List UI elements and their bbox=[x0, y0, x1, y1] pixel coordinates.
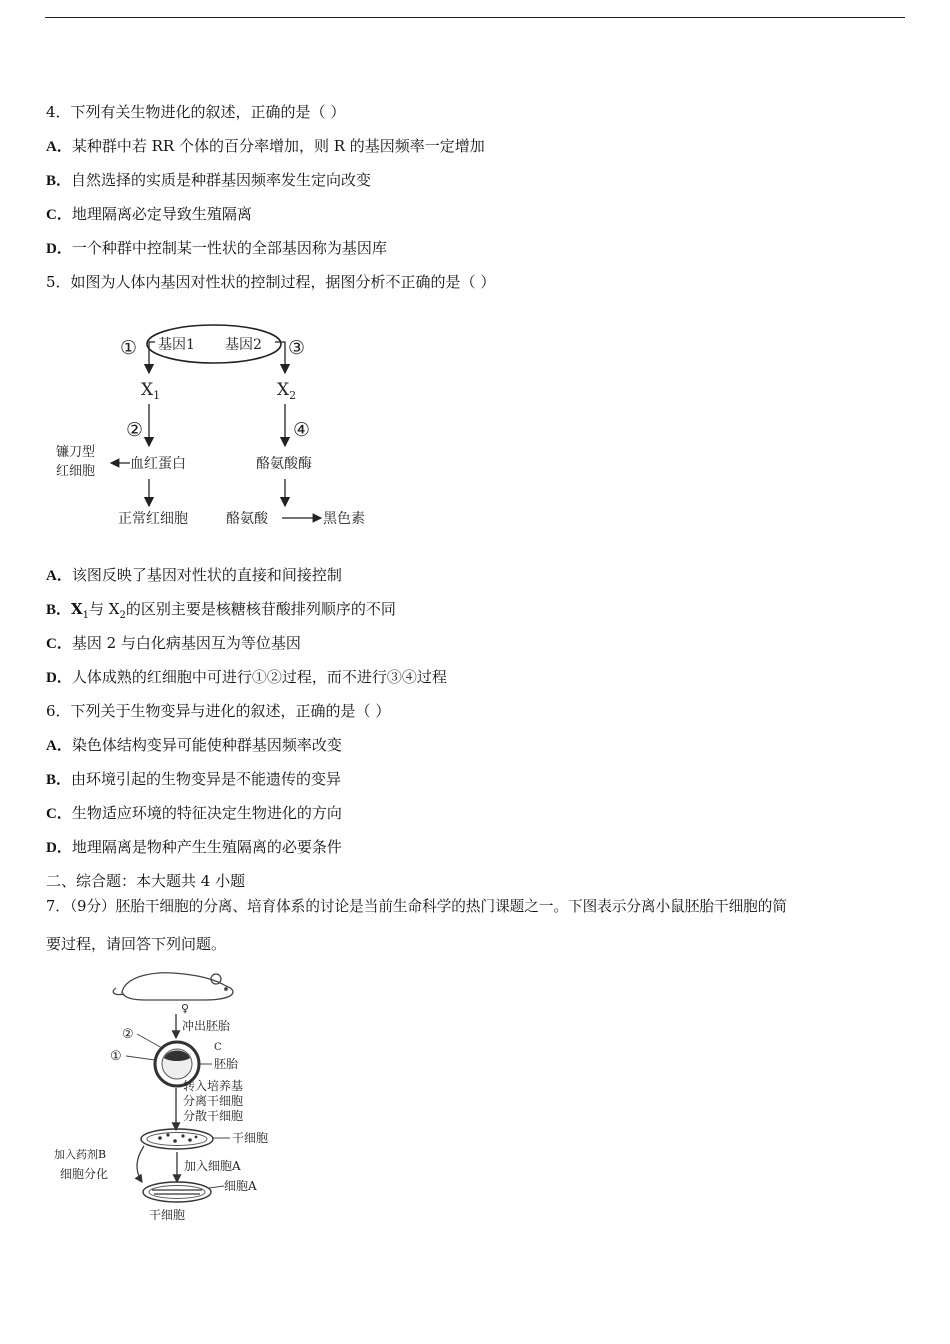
transfer-label-3: 分散干细胞 bbox=[183, 1109, 244, 1123]
option-key: B． bbox=[46, 772, 72, 788]
option-text: 该图反映了基因对性状的直接和间接控制 bbox=[71, 566, 342, 584]
option-key: B． bbox=[46, 602, 72, 618]
header-rule bbox=[45, 17, 905, 18]
mouse-icon bbox=[113, 973, 233, 1000]
q4-option-b[interactable] bbox=[46, 170, 371, 191]
option-text: 某种群中若 RR 个体的百分率增加，则 R 的基因频率一定增加 bbox=[71, 137, 485, 155]
cell-a-label: 细胞A bbox=[224, 1179, 257, 1193]
x1-subscript: 1 bbox=[82, 610, 90, 621]
stem-cell-label: 干细胞 bbox=[232, 1131, 269, 1145]
option-key: D． bbox=[46, 241, 72, 257]
option-key: C． bbox=[46, 806, 72, 822]
q6-option-b[interactable] bbox=[46, 769, 341, 790]
gene-control-diagram bbox=[50, 318, 390, 536]
culture-dish-1-inner bbox=[147, 1133, 207, 1146]
mark-c: C bbox=[214, 1042, 222, 1053]
option-text: 基因 2 与白化病基因互为等位基因 bbox=[71, 634, 301, 652]
sickle-label-2: 红细胞 bbox=[56, 464, 96, 479]
x2-subscript: 2 bbox=[119, 610, 126, 621]
section-title: 二、综合题：本大题共 4 小题 bbox=[46, 872, 246, 890]
embryonic-stem-cell-diagram bbox=[44, 962, 294, 1224]
option-key: A． bbox=[46, 139, 72, 155]
q6-option-a[interactable] bbox=[46, 735, 342, 756]
pointer-cell-a bbox=[209, 1186, 224, 1188]
option-text: 由环境引起的生物变异是不能遗传的变异 bbox=[71, 770, 342, 788]
option-key: A． bbox=[46, 738, 72, 754]
step4-mark: ④ bbox=[293, 419, 311, 441]
option-key: B． bbox=[46, 173, 72, 189]
stem-cell-dots bbox=[158, 1133, 197, 1142]
embryo-label: 胚胎 bbox=[214, 1057, 239, 1071]
option-text: 染色体结构变异可能使种群基因频率改变 bbox=[71, 736, 342, 754]
q4-option-a[interactable] bbox=[46, 136, 485, 157]
q4-option-c[interactable] bbox=[46, 204, 252, 225]
option-text: 一个种群中控制某一性状的全部基因称为基因库 bbox=[71, 239, 387, 257]
x1-label: $X_1$ bbox=[141, 380, 161, 402]
melanin-label: 黑色素 bbox=[323, 511, 365, 527]
flush-label: 冲出胚胎 bbox=[182, 1019, 231, 1033]
q6-stem: 6．下列关于生物变异与进化的叙述，正确的是（ ） bbox=[46, 702, 391, 720]
step3-mark: ③ bbox=[288, 337, 306, 359]
add-a-label: 加入细胞A bbox=[184, 1159, 241, 1173]
option-text: 自然选择的实质是种群基因频率发生定向改变 bbox=[71, 171, 372, 189]
q5-option-b[interactable] bbox=[46, 599, 396, 626]
q7-stem-line1: 7．（9分）胚胎干细胞的分离、培育体系的讨论是当前生命科学的热门课题之一。下图表示分离小鼠胚胎干细胞的简 bbox=[46, 898, 787, 915]
arrow-differentiation bbox=[137, 1146, 144, 1182]
gene1-label: 基因1 bbox=[158, 337, 195, 353]
mark-2: ② bbox=[122, 1027, 134, 1042]
option-key: A． bbox=[46, 568, 72, 584]
q6-option-c[interactable] bbox=[46, 803, 342, 824]
step1-mark: ① bbox=[120, 337, 138, 359]
differentiation-label: 细胞分化 bbox=[60, 1167, 109, 1181]
q4-stem: 4．下列有关生物进化的叙述，正确的是（ ） bbox=[46, 103, 346, 121]
arrow-step1 bbox=[149, 342, 155, 373]
transfer-label-1: 转入培养基 bbox=[183, 1079, 244, 1093]
female-symbol: ♀ bbox=[181, 1002, 190, 1015]
q5-option-a[interactable] bbox=[46, 565, 342, 586]
enzyme-label: 酪氨酸酶 bbox=[256, 456, 312, 472]
culture-dish-1 bbox=[141, 1129, 213, 1149]
x1-text: X bbox=[71, 600, 83, 618]
option-text: 地理隔离是物种产生生殖隔离的必要条件 bbox=[71, 838, 342, 856]
q7-stem-line2: 要过程，请回答下列问题。 bbox=[46, 935, 227, 953]
option-text-post: 的区别主要是核糖核苷酸排列顺序的不同 bbox=[125, 600, 396, 618]
pointer-2 bbox=[137, 1034, 162, 1048]
q4-option-d[interactable] bbox=[46, 238, 387, 259]
q5-option-d[interactable] bbox=[46, 667, 447, 688]
q5-stem: 5．如图为人体内基因对性状的控制过程，据图分析不正确的是（ ） bbox=[46, 273, 496, 291]
q5-option-c[interactable] bbox=[46, 633, 301, 654]
transfer-label-2: 分离干细胞 bbox=[183, 1094, 244, 1108]
option-key: D． bbox=[46, 840, 72, 856]
option-text: 人体成熟的红细胞中可进行①②过程，而不进行③④过程 bbox=[71, 668, 447, 686]
culture-dish-2 bbox=[143, 1182, 211, 1202]
x2-label: $X_2$ bbox=[277, 380, 297, 402]
pointer-1 bbox=[126, 1056, 155, 1060]
option-text: 地理隔离必定导致生殖隔离 bbox=[71, 205, 252, 223]
mark-1: ① bbox=[110, 1049, 122, 1064]
stem-cell-bottom-label: 干细胞 bbox=[149, 1208, 186, 1222]
add-b-label: 加入药剂B bbox=[54, 1148, 107, 1161]
option-key: C． bbox=[46, 636, 72, 652]
tyrosine-label: 酪氨酸 bbox=[226, 511, 268, 527]
option-text: 生物适应环境的特征决定生物进化的方向 bbox=[71, 804, 342, 822]
q6-option-d[interactable] bbox=[46, 837, 342, 858]
option-key: D． bbox=[46, 670, 72, 686]
sickle-label-1: 镰刀型 bbox=[56, 445, 96, 460]
step2-mark: ② bbox=[126, 419, 144, 441]
option-key: C． bbox=[46, 207, 72, 223]
gene2-label: 基因2 bbox=[225, 337, 262, 353]
hemoglobin-label: 血红蛋白 bbox=[130, 456, 186, 472]
option-text-mid: 与 X bbox=[89, 600, 120, 618]
normal-rbc-label: 正常红细胞 bbox=[118, 511, 188, 527]
culture-dish-2-inner bbox=[149, 1186, 205, 1199]
